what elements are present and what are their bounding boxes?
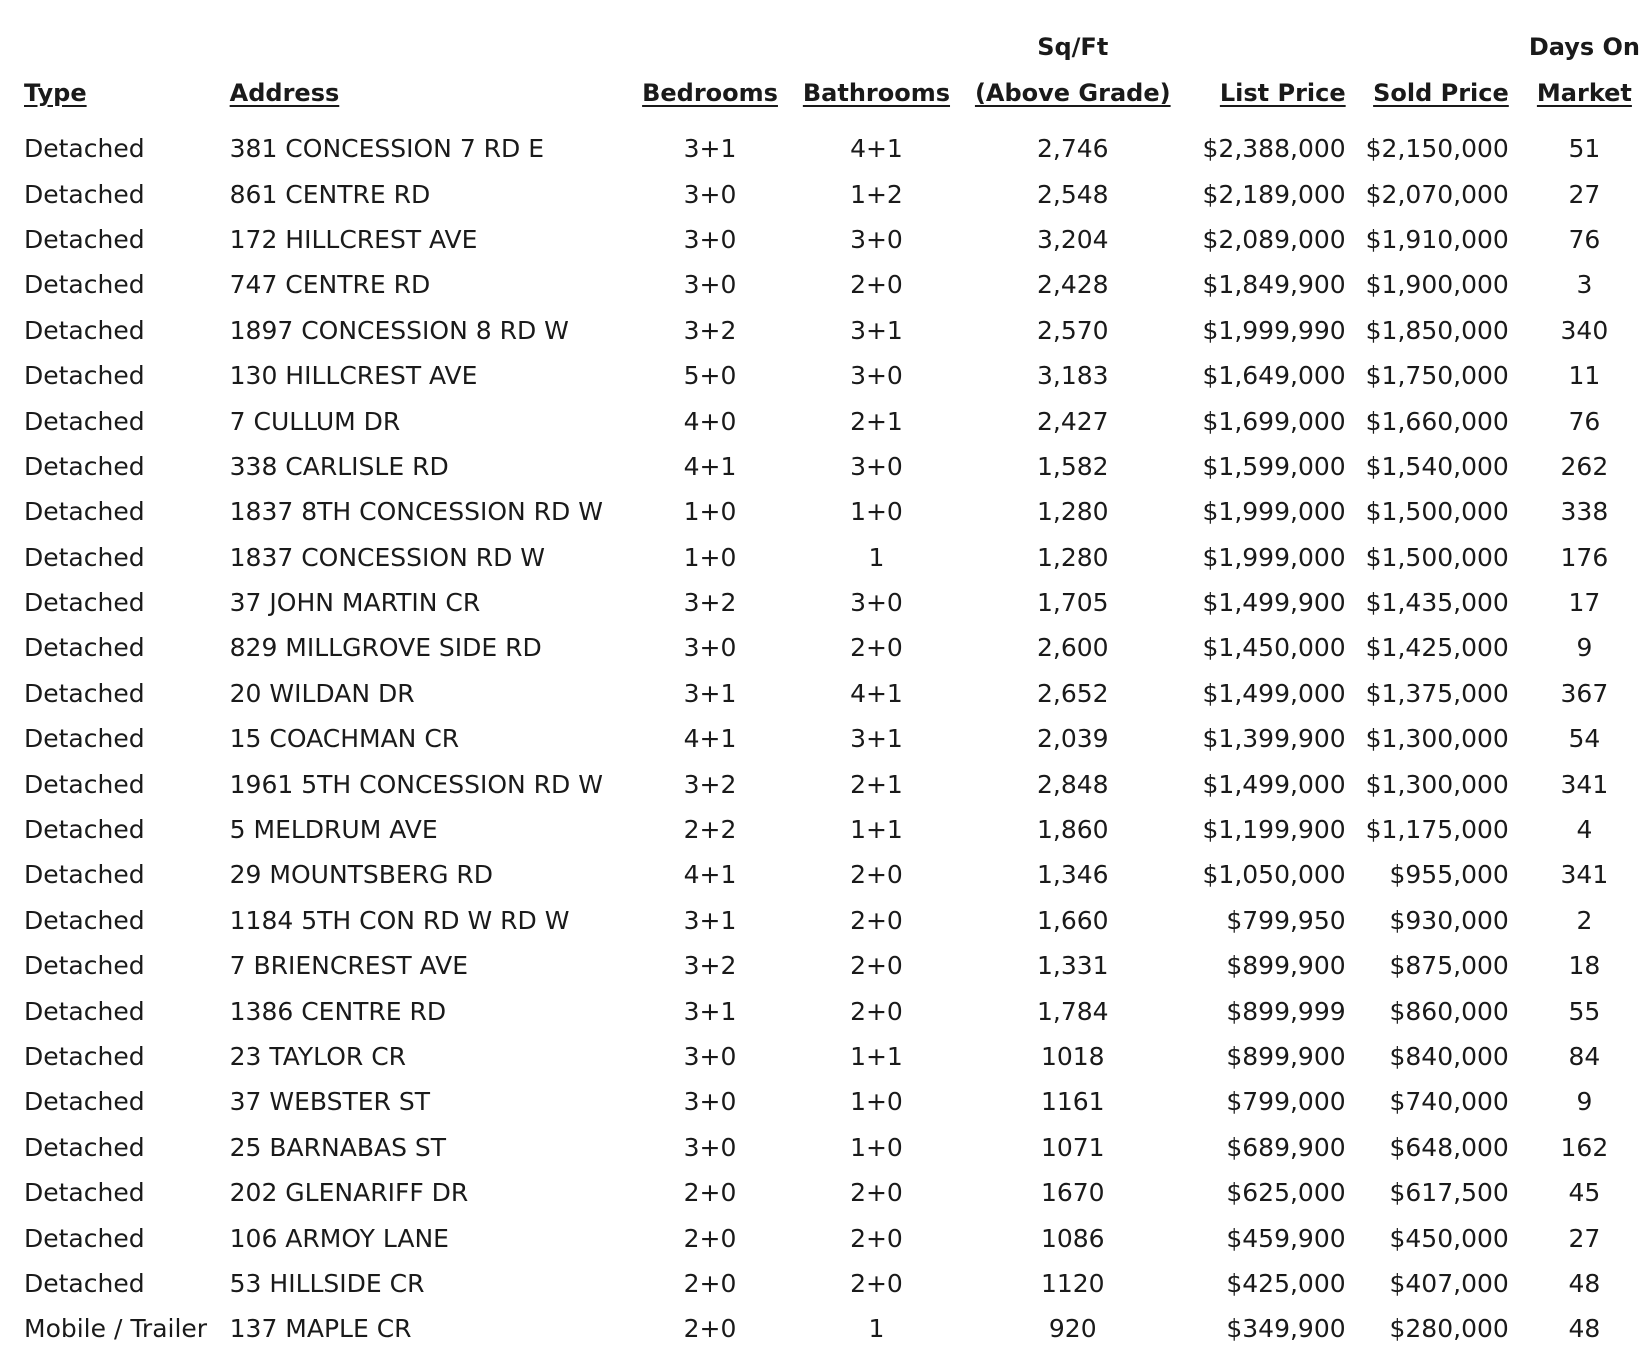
cell-list-price: $1,849,900	[1202, 270, 1346, 300]
cell-sold-price: $648,000	[1389, 1132, 1509, 1162]
cell-sold-price: $1,750,000	[1365, 361, 1509, 391]
cell-sold-price: $1,500,000	[1365, 542, 1509, 572]
table-row	[14, 489, 1650, 534]
cell-bathrooms: 1+0	[850, 497, 903, 527]
cell-type: Detached	[24, 860, 145, 890]
cell-address: 1184 5TH CON RD W RD W	[229, 905, 570, 935]
cell-type: Detached	[24, 1087, 145, 1117]
cell-list-price: $2,089,000	[1202, 224, 1346, 254]
table-row	[14, 1170, 1650, 1215]
cell-list-price: $899,999	[1226, 996, 1346, 1026]
cell-days-on-market: 9	[1576, 1087, 1593, 1117]
cell-bedrooms: 2+0	[683, 1268, 737, 1298]
table-row	[14, 852, 1650, 897]
cell-address: 861 CENTRE RD	[229, 179, 431, 209]
cell-days-on-market: 3	[1576, 270, 1593, 300]
cell-address: 829 MILLGROVE SIDE RD	[229, 633, 542, 663]
cell-sqft: 2,652	[1036, 678, 1109, 708]
cell-sold-price: $1,540,000	[1365, 451, 1509, 481]
cell-bathrooms: 2+0	[850, 951, 903, 981]
cell-bedrooms: 3+2	[683, 315, 737, 345]
cell-sold-price: $875,000	[1389, 951, 1509, 981]
cell-address: 37 JOHN MARTIN CR	[229, 588, 481, 618]
cell-bathrooms: 4+1	[850, 678, 903, 708]
cell-sold-price: $450,000	[1389, 1223, 1509, 1253]
cell-address: 7 BRIENCREST AVE	[229, 951, 468, 981]
cell-type: Detached	[24, 542, 145, 572]
cell-sqft: 1670	[1040, 1178, 1105, 1208]
cell-sqft: 1018	[1040, 1042, 1105, 1071]
cell-bedrooms: 3+0	[683, 1132, 737, 1162]
cell-days-on-market: 45	[1568, 1178, 1601, 1208]
cell-days-on-market: 4	[1576, 815, 1593, 845]
cell-type: Detached	[24, 224, 145, 254]
table-body	[14, 116, 1650, 1352]
table-row	[14, 988, 1650, 1033]
table-row	[14, 535, 1650, 580]
cell-bedrooms: 4+0	[683, 406, 737, 436]
cell-bathrooms: 3+1	[850, 315, 903, 345]
cell-sqft: 2,746	[1036, 134, 1109, 164]
cell-sold-price: $407,000	[1389, 1268, 1509, 1298]
header-type: Type	[24, 79, 87, 107]
cell-list-price: $1,450,000	[1202, 633, 1346, 663]
cell-sqft: 1120	[1040, 1268, 1105, 1298]
cell-address: 1837 CONCESSION RD W	[229, 542, 546, 572]
table-row	[14, 1034, 1650, 1079]
cell-list-price: $1,499,000	[1202, 769, 1346, 799]
cell-days-on-market: 338	[1560, 497, 1609, 527]
cell-type: Detached	[24, 270, 145, 300]
cell-sold-price: $280,000	[1389, 1314, 1509, 1344]
cell-type: Mobile / Trailer	[24, 1314, 208, 1344]
cell-bathrooms: 2+0	[850, 633, 903, 663]
cell-sqft: 2,428	[1036, 270, 1109, 300]
cell-type: Detached	[24, 497, 145, 527]
cell-bathrooms: 2+1	[850, 769, 903, 799]
cell-days-on-market: 27	[1568, 179, 1601, 209]
cell-bedrooms: 3+0	[683, 179, 737, 209]
cell-sqft: 1,784	[1036, 996, 1109, 1026]
cell-address: 25 BARNABAS ST	[229, 1132, 447, 1162]
cell-sold-price: $1,175,000	[1365, 815, 1509, 845]
cell-list-price: $1,499,900	[1202, 588, 1346, 618]
table-row	[14, 1125, 1650, 1170]
cell-list-price: $2,388,000	[1202, 134, 1346, 164]
table-row	[14, 262, 1650, 307]
table-header-row	[14, 20, 1650, 116]
cell-type: Detached	[24, 769, 145, 799]
cell-bedrooms: 2+0	[683, 1178, 737, 1208]
cell-type: Detached	[24, 1132, 145, 1162]
table-row	[14, 217, 1650, 262]
cell-address: 23 TAYLOR CR	[229, 1042, 407, 1071]
cell-sqft: 3,204	[1036, 224, 1109, 254]
cell-bedrooms: 3+0	[683, 633, 737, 663]
cell-bathrooms: 1+0	[850, 1087, 903, 1117]
cell-list-price: $799,950	[1226, 905, 1346, 935]
table-row	[14, 1079, 1650, 1124]
cell-address: 172 HILLCREST AVE	[229, 224, 478, 254]
table-row	[14, 171, 1650, 216]
cell-days-on-market: 17	[1568, 588, 1601, 618]
cell-address: 1897 CONCESSION 8 RD W	[229, 315, 569, 345]
cell-bedrooms: 3+2	[683, 769, 737, 799]
cell-type: Detached	[24, 588, 145, 618]
cell-days-on-market: 341	[1560, 860, 1609, 890]
cell-address: 338 CARLISLE RD	[229, 451, 449, 481]
table-row	[14, 943, 1650, 988]
cell-sqft: 1,582	[1036, 451, 1109, 481]
cell-sqft: 2,427	[1036, 406, 1109, 436]
table-row	[14, 625, 1650, 670]
cell-type: Detached	[24, 905, 145, 935]
cell-sqft: 1161	[1040, 1087, 1105, 1117]
cell-days-on-market: 2	[1576, 905, 1593, 935]
cell-days-on-market: 76	[1568, 224, 1601, 254]
cell-address: 1961 5TH CONCESSION RD W	[229, 769, 603, 799]
sales-table	[14, 20, 1650, 1352]
cell-days-on-market: 18	[1568, 951, 1601, 981]
cell-bathrooms: 1	[868, 542, 885, 572]
cell-type: Detached	[24, 1268, 145, 1298]
cell-list-price: $1,399,900	[1202, 724, 1346, 754]
cell-bedrooms: 1+0	[683, 497, 737, 527]
cell-address: 137 MAPLE CR	[229, 1314, 412, 1344]
cell-sqft: 2,570	[1036, 315, 1109, 345]
cell-bedrooms: 5+0	[683, 361, 737, 391]
cell-sold-price: $840,000	[1389, 1042, 1509, 1071]
table-row	[14, 116, 1650, 171]
cell-days-on-market: 48	[1568, 1314, 1601, 1344]
cell-bathrooms: 2+0	[850, 1223, 903, 1253]
cell-sqft: 1,346	[1036, 860, 1109, 890]
cell-type: Detached	[24, 179, 145, 209]
cell-sqft: 1,331	[1036, 951, 1109, 981]
header-sqft-top: Sq/Ft	[1037, 33, 1109, 61]
cell-address: 5 MELDRUM AVE	[229, 815, 438, 845]
cell-bathrooms: 2+0	[850, 996, 903, 1026]
cell-bedrooms: 3+2	[683, 951, 737, 981]
cell-type: Detached	[24, 361, 145, 391]
cell-type: Detached	[24, 406, 145, 436]
table-row	[14, 1306, 1650, 1351]
cell-list-price: $349,900	[1226, 1314, 1346, 1344]
cell-sold-price: $1,850,000	[1365, 315, 1509, 345]
cell-address: 106 ARMOY LANE	[229, 1223, 449, 1253]
cell-sqft: 2,600	[1036, 633, 1109, 663]
cell-type: Detached	[24, 315, 145, 345]
cell-sqft: 1,280	[1036, 542, 1109, 572]
cell-type: Detached	[24, 134, 145, 164]
cell-sold-price: $2,150,000	[1365, 134, 1509, 164]
header-list-price: List Price	[1219, 79, 1346, 107]
cell-sqft: 1,705	[1036, 588, 1109, 618]
table-row	[14, 1261, 1650, 1306]
cell-bathrooms: 2+0	[850, 1178, 903, 1208]
cell-bedrooms: 3+0	[683, 224, 737, 254]
cell-sold-price: $1,900,000	[1365, 270, 1509, 300]
cell-days-on-market: 367	[1560, 678, 1609, 708]
cell-address: 15 COACHMAN CR	[229, 724, 460, 754]
header-sqft-bottom: (Above Grade)	[974, 79, 1171, 107]
cell-sold-price: $1,910,000	[1365, 224, 1509, 254]
cell-days-on-market: 48	[1568, 1268, 1601, 1298]
cell-address: 7 CULLUM DR	[229, 406, 401, 436]
table-row	[14, 716, 1650, 761]
cell-sold-price: $1,500,000	[1365, 497, 1509, 527]
table-row	[14, 308, 1650, 353]
cell-sold-price: $1,375,000	[1365, 678, 1509, 708]
table-row	[14, 580, 1650, 625]
cell-list-price: $689,900	[1226, 1132, 1346, 1162]
cell-bedrooms: 3+0	[683, 270, 737, 300]
cell-sold-price: $955,000	[1389, 860, 1509, 890]
cell-list-price: $425,000	[1226, 1268, 1346, 1298]
cell-days-on-market: 340	[1560, 315, 1609, 345]
table-row	[14, 398, 1650, 443]
table-row	[14, 807, 1650, 852]
cell-bathrooms: 1+0	[850, 1132, 903, 1162]
cell-type: Detached	[24, 815, 145, 845]
cell-list-price: $1,199,900	[1202, 815, 1346, 845]
cell-bathrooms: 1+1	[850, 815, 903, 845]
cell-bathrooms: 4+1	[850, 134, 903, 164]
cell-bathrooms: 2+1	[850, 406, 903, 436]
cell-bedrooms: 3+0	[683, 1087, 737, 1117]
cell-address: 1386 CENTRE RD	[229, 996, 447, 1026]
cell-bathrooms: 3+0	[850, 588, 903, 618]
cell-bedrooms: 3+1	[683, 905, 737, 935]
header-bedrooms: Bedrooms	[642, 79, 778, 107]
cell-sqft: 1071	[1040, 1132, 1105, 1162]
cell-days-on-market: 27	[1568, 1223, 1601, 1253]
cell-sqft: 2,848	[1036, 769, 1109, 799]
header-days-on-market	[1519, 20, 1650, 116]
table-row	[14, 761, 1650, 806]
cell-address: 20 WILDAN DR	[229, 678, 415, 708]
cell-bathrooms: 3+0	[850, 361, 903, 391]
cell-bedrooms: 3+2	[683, 588, 737, 618]
cell-type: Detached	[24, 1178, 145, 1208]
cell-days-on-market: 54	[1568, 724, 1601, 754]
cell-address: 747 CENTRE RD	[229, 270, 431, 300]
cell-sold-price: $1,435,000	[1365, 588, 1509, 618]
cell-bedrooms: 4+1	[683, 451, 737, 481]
cell-sqft: 3,183	[1036, 361, 1109, 391]
cell-sqft: 2,039	[1036, 724, 1109, 754]
cell-address: 53 HILLSIDE CR	[229, 1268, 425, 1298]
cell-list-price: $1,999,000	[1202, 497, 1346, 527]
cell-address: 381 CONCESSION 7 RD E	[229, 134, 545, 164]
cell-sold-price: $1,300,000	[1365, 769, 1509, 799]
table-row	[14, 353, 1650, 398]
header-address: Address	[229, 79, 340, 107]
cell-type: Detached	[24, 451, 145, 481]
cell-bedrooms: 2+0	[683, 1314, 737, 1344]
table-row	[14, 1215, 1650, 1260]
cell-bathrooms: 3+1	[850, 724, 903, 754]
cell-list-price: $1,999,000	[1202, 542, 1346, 572]
cell-address: 130 HILLCREST AVE	[229, 361, 478, 391]
cell-list-price: $1,999,990	[1202, 315, 1346, 345]
cell-days-on-market: 55	[1568, 996, 1601, 1026]
cell-bedrooms: 4+1	[683, 724, 737, 754]
cell-sold-price: $1,300,000	[1365, 724, 1509, 754]
cell-list-price: $1,050,000	[1202, 860, 1346, 890]
cell-days-on-market: 262	[1560, 451, 1609, 481]
cell-list-price: $1,699,000	[1202, 406, 1346, 436]
cell-type: Detached	[24, 633, 145, 663]
cell-sold-price: $617,500	[1389, 1178, 1509, 1208]
cell-list-price: $2,189,000	[1202, 179, 1346, 209]
cell-days-on-market: 84	[1568, 1042, 1601, 1071]
cell-type: Detached	[24, 996, 145, 1026]
cell-days-on-market: 341	[1560, 769, 1609, 799]
cell-address: 202 GLENARIFF DR	[229, 1178, 469, 1208]
cell-bathrooms: 1+2	[850, 179, 903, 209]
header-bathrooms: Bathrooms	[802, 79, 951, 107]
cell-list-price: $1,499,000	[1202, 678, 1346, 708]
cell-list-price: $625,000	[1226, 1178, 1346, 1208]
cell-list-price: $459,900	[1226, 1223, 1346, 1253]
cell-type: Detached	[24, 1042, 145, 1071]
cell-type: Detached	[24, 724, 145, 754]
cell-days-on-market: 176	[1560, 542, 1609, 572]
cell-sqft: 2,548	[1036, 179, 1109, 209]
cell-bathrooms: 2+0	[850, 905, 903, 935]
cell-list-price: $1,649,000	[1202, 361, 1346, 391]
cell-bedrooms: 3+0	[683, 1042, 737, 1071]
cell-bathrooms: 3+0	[850, 224, 903, 254]
cell-list-price: $899,900	[1226, 951, 1346, 981]
cell-days-on-market: 76	[1568, 406, 1601, 436]
cell-bedrooms: 3+1	[683, 134, 737, 164]
cell-sold-price: $740,000	[1389, 1087, 1509, 1117]
cell-address: 1837 8TH CONCESSION RD W	[229, 497, 603, 527]
table-row	[14, 671, 1650, 716]
cell-sqft: 1,660	[1036, 905, 1109, 935]
cell-bathrooms: 1+1	[850, 1042, 903, 1071]
cell-sold-price: $1,660,000	[1365, 406, 1509, 436]
cell-type: Detached	[24, 1223, 145, 1253]
cell-bedrooms: 3+1	[683, 678, 737, 708]
cell-bathrooms: 2+0	[850, 270, 903, 300]
cell-list-price: $1,599,000	[1202, 451, 1346, 481]
cell-days-on-market: 162	[1560, 1132, 1609, 1162]
cell-bedrooms: 2+2	[683, 815, 737, 845]
header-sqft	[965, 20, 1181, 116]
cell-bathrooms: 2+0	[850, 860, 903, 890]
cell-sqft: 1,860	[1036, 815, 1109, 845]
cell-bedrooms: 2+0	[683, 1223, 737, 1253]
cell-list-price: $799,000	[1226, 1087, 1346, 1117]
cell-bedrooms: 4+1	[683, 860, 737, 890]
cell-type: Detached	[24, 951, 145, 981]
cell-sold-price: $1,425,000	[1365, 633, 1509, 663]
table-row	[14, 898, 1650, 943]
table-row	[14, 444, 1650, 489]
cell-bedrooms: 1+0	[683, 542, 737, 572]
header-sold-price: Sold Price	[1373, 79, 1509, 107]
cell-type: Detached	[24, 678, 145, 708]
cell-sold-price: $930,000	[1389, 905, 1509, 935]
cell-sqft: 1,280	[1036, 497, 1109, 527]
cell-bathrooms: 2+0	[850, 1268, 903, 1298]
cell-sold-price: $860,000	[1389, 996, 1509, 1026]
header-days-top: Days On	[1528, 33, 1640, 61]
cell-sqft: 920	[1048, 1314, 1097, 1344]
cell-sqft: 1086	[1040, 1223, 1105, 1253]
cell-address: 29 MOUNTSBERG RD	[229, 860, 494, 890]
cell-days-on-market: 9	[1576, 633, 1593, 663]
cell-days-on-market: 11	[1568, 361, 1601, 391]
cell-sold-price: $2,070,000	[1365, 179, 1509, 209]
cell-bathrooms: 1	[868, 1314, 885, 1344]
cell-address: 37 WEBSTER ST	[229, 1087, 431, 1117]
cell-bedrooms: 3+1	[683, 996, 737, 1026]
header-days-bottom: Market	[1536, 79, 1632, 107]
cell-list-price: $899,900	[1226, 1042, 1346, 1071]
cell-days-on-market: 51	[1568, 134, 1601, 164]
cell-bathrooms: 3+0	[850, 451, 903, 481]
